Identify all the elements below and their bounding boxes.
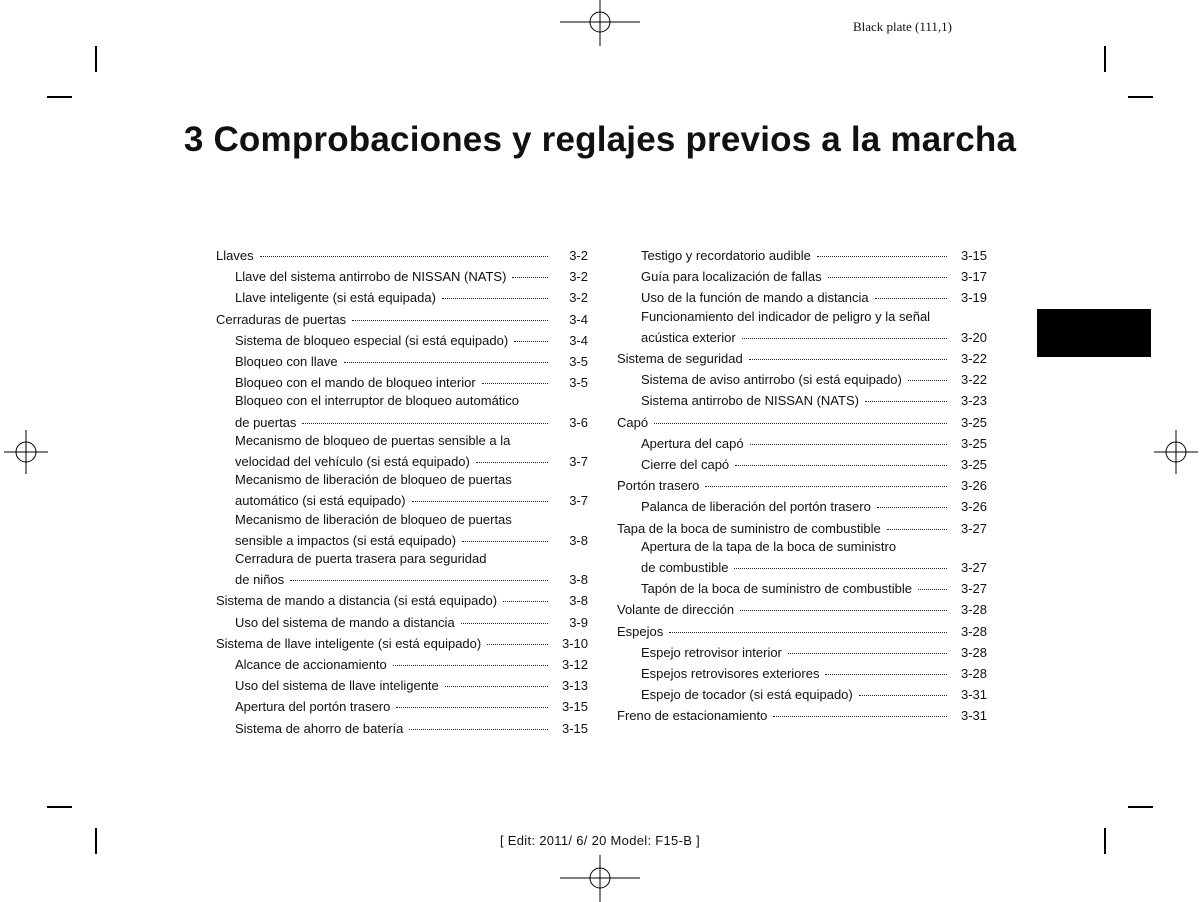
dot-leader xyxy=(482,368,548,384)
dot-leader xyxy=(817,241,947,257)
crop-mark-top-left-v xyxy=(95,46,97,72)
toc-entry-label: Tapón de la boca de suministro de combustible xyxy=(641,581,912,597)
dot-leader xyxy=(514,326,548,342)
toc-entry-label: Guía para localización de fallas xyxy=(641,269,822,285)
toc-right-column xyxy=(617,244,987,726)
crop-mark-top-right-v xyxy=(1104,46,1106,72)
registration-mark-top-icon xyxy=(560,0,640,48)
toc-page-number: 3-6 xyxy=(569,414,588,430)
toc-entry-label: Alcance de accionamiento xyxy=(235,657,387,673)
toc-page-number: 3-22 xyxy=(960,351,987,367)
toc-entry-label: Uso del sistema de mando a distancia xyxy=(235,614,455,630)
dot-leader xyxy=(918,574,947,590)
toc-page-number: 3-23 xyxy=(960,393,987,409)
toc-entry-label: sensible a impactos (si está equipado) xyxy=(235,532,457,548)
toc-entry[interactable] xyxy=(235,392,588,431)
dot-leader xyxy=(654,408,947,424)
registration-mark-right-icon xyxy=(1154,430,1198,474)
toc-entry[interactable] xyxy=(617,704,987,725)
toc-page-number: 3-25 xyxy=(960,435,987,451)
toc-page-number: 3-8 xyxy=(569,572,588,588)
toc-page-number: 3-17 xyxy=(960,269,987,285)
toc-entry-label: Freno de estacionamiento xyxy=(617,708,768,724)
toc-entry[interactable] xyxy=(641,538,987,577)
toc-page-number: 3-15 xyxy=(561,699,588,715)
toc-entry-label: Apertura de la tapa de la boca de suministro xyxy=(641,538,897,554)
dot-leader xyxy=(788,638,947,654)
toc-entry-label: Sistema de ahorro de batería xyxy=(235,720,404,736)
dot-leader xyxy=(734,553,947,569)
toc-entry-label: automático (si está equipado) xyxy=(235,493,406,509)
toc-entry-label: Volante de dirección xyxy=(617,602,735,618)
toc-entry-label: Llave del sistema antirrobo de NISSAN (NATS) xyxy=(235,269,507,285)
dot-leader xyxy=(476,447,548,463)
toc-page-number: 3-26 xyxy=(960,499,987,515)
toc-page-number: 3-25 xyxy=(960,457,987,473)
toc-entry-label: Apertura del portón trasero xyxy=(235,699,391,715)
toc-page-number: 3-10 xyxy=(561,635,588,651)
toc-entry-label: Sistema de seguridad xyxy=(617,351,743,367)
toc-entry-label: Uso del sistema de llave inteligente xyxy=(235,678,439,694)
toc-page-number: 3-7 xyxy=(569,454,588,470)
toc-entry-label: de combustible xyxy=(641,560,729,576)
toc-entry-label: velocidad del vehículo (si está equipado) xyxy=(235,454,470,470)
toc-entry-label: Apertura del capó xyxy=(641,435,744,451)
toc-entry[interactable] xyxy=(641,308,987,347)
toc-entry-label: Llaves xyxy=(216,248,254,263)
toc-entry[interactable] xyxy=(235,511,588,550)
registration-mark-left-icon xyxy=(4,430,48,474)
dot-leader xyxy=(412,486,548,502)
dot-leader xyxy=(705,471,947,487)
dot-leader xyxy=(352,305,548,321)
dot-leader xyxy=(445,671,548,687)
toc-entry[interactable] xyxy=(235,371,588,392)
toc-page-number: 3-8 xyxy=(569,532,588,548)
dot-leader xyxy=(503,586,548,602)
toc-entry[interactable] xyxy=(617,517,987,538)
toc-entry-label: Cierre del capó xyxy=(641,457,730,473)
toc-page-number: 3-15 xyxy=(960,248,987,263)
toc-page-number: 3-13 xyxy=(561,678,588,694)
chapter-tab xyxy=(1037,309,1151,357)
dot-leader xyxy=(344,347,548,363)
toc-entry-label: Bloqueo con el interruptor de bloqueo automático xyxy=(235,393,520,409)
toc-entry-label: Cerraduras de puertas xyxy=(216,311,347,327)
dot-leader xyxy=(828,262,947,278)
toc-page-number: 3-15 xyxy=(561,720,588,736)
dot-leader xyxy=(865,386,947,402)
toc-entry-label: Sistema de mando a distancia (si está equipado) xyxy=(216,593,498,609)
toc-entry[interactable] xyxy=(235,471,588,510)
registration-mark-bottom-icon xyxy=(560,855,640,902)
toc-entry-label: Palanca de liberación del portón trasero xyxy=(641,499,871,515)
crop-mark-bottom-left-v xyxy=(95,828,97,854)
toc-page-number: 3-9 xyxy=(569,614,588,630)
toc-page-number: 3-5 xyxy=(569,354,588,370)
toc-entry-label: Capó xyxy=(617,414,649,430)
dot-leader xyxy=(290,565,548,581)
toc-page-number: 3-25 xyxy=(960,414,987,430)
toc-entry-label: Espejo retrovisor interior xyxy=(641,644,782,660)
toc-page-number: 3-2 xyxy=(569,269,588,285)
crop-mark-bottom-right-v xyxy=(1104,828,1106,854)
dot-leader xyxy=(462,526,548,542)
toc-entry-label: Sistema antirrobo de NISSAN (NATS) xyxy=(641,393,859,409)
toc-page-number: 3-19 xyxy=(960,290,987,306)
page-title: 3 Comprobaciones y reglajes previos a la marcha xyxy=(183,120,1017,159)
dot-leader xyxy=(409,714,548,730)
dot-leader xyxy=(512,262,548,278)
toc-page-number: 3-4 xyxy=(569,332,588,348)
toc-entry[interactable] xyxy=(235,717,588,738)
toc-page-number: 3-2 xyxy=(569,290,588,306)
toc-entry-label: de niños xyxy=(235,572,285,588)
dot-leader xyxy=(908,365,947,381)
toc-page-number: 3-28 xyxy=(960,644,987,660)
toc-entry-label: Tapa de la boca de suministro de combustible xyxy=(617,520,881,536)
crop-mark-top-right-h xyxy=(1128,96,1153,98)
dot-leader xyxy=(740,595,947,611)
toc-page-number: 3-20 xyxy=(960,329,987,345)
toc-entry-label: Sistema de llave inteligente (si está equipado) xyxy=(216,635,482,651)
toc-page-number: 3-27 xyxy=(960,581,987,597)
dot-leader xyxy=(393,650,548,666)
dot-leader xyxy=(735,450,947,466)
toc-page-number: 3-22 xyxy=(960,372,987,388)
toc-entry-label: de puertas xyxy=(235,414,297,430)
toc-entry[interactable] xyxy=(641,286,987,307)
black-plate-label: Black plate (111,1) xyxy=(852,19,952,34)
toc-page-number: 3-4 xyxy=(569,311,588,327)
toc-page-number: 3-28 xyxy=(960,666,987,682)
toc-entry-label: Mecanismo de liberación de bloqueo de puertas xyxy=(235,511,512,527)
toc-entry-label: acústica exterior xyxy=(641,329,736,345)
dot-leader xyxy=(825,659,947,675)
toc-page-number: 3-27 xyxy=(960,520,987,536)
toc-entry-label: Bloqueo con llave xyxy=(235,354,338,370)
toc-page-number: 3-26 xyxy=(960,478,987,494)
toc-entry-label: Uso de la función de mando a distancia xyxy=(641,290,869,306)
dot-leader xyxy=(260,241,548,257)
dot-leader xyxy=(487,629,548,645)
crop-mark-bottom-right-h xyxy=(1128,806,1153,808)
dot-leader xyxy=(859,680,947,696)
crop-mark-top-left-h xyxy=(47,96,72,98)
toc-entry-label: Llave inteligente (si está equipada) xyxy=(235,290,436,306)
toc-left-column xyxy=(216,244,588,738)
toc-entry-label: Cerradura de puerta trasera para seguridad xyxy=(235,551,487,567)
dot-leader xyxy=(773,701,947,717)
dot-leader xyxy=(461,608,548,624)
dot-leader xyxy=(749,344,947,360)
toc-entry-label: Bloqueo con el mando de bloqueo interior xyxy=(235,375,476,391)
dot-leader xyxy=(742,323,947,339)
dot-leader xyxy=(442,283,548,299)
toc-page-number: 3-31 xyxy=(960,708,987,724)
toc-page-number: 3-5 xyxy=(569,375,588,391)
toc-entry[interactable] xyxy=(235,550,588,589)
toc-page-number: 3-8 xyxy=(569,593,588,609)
crop-mark-bottom-left-h xyxy=(47,806,72,808)
toc-entry-label: Espejo de tocador (si está equipado) xyxy=(641,687,853,703)
dot-leader xyxy=(302,408,548,424)
toc-page-number: 3-27 xyxy=(960,560,987,576)
toc-page-number: 3-7 xyxy=(569,493,588,509)
dot-leader xyxy=(887,514,947,530)
toc-page-number: 3-12 xyxy=(561,657,588,673)
dot-leader xyxy=(669,617,947,633)
toc-entry-label: Espejos retrovisores exteriores xyxy=(641,666,820,682)
dot-leader xyxy=(396,692,548,708)
toc-entry-label: Sistema de bloqueo especial (si está equipado) xyxy=(235,332,509,348)
toc-page-number: 3-28 xyxy=(960,602,987,618)
toc-page-number: 3-28 xyxy=(960,623,987,639)
toc-entry-label: Funcionamiento del indicador de peligro y la señal xyxy=(641,308,931,324)
toc-entry-label: Mecanismo de liberación de bloqueo de puertas xyxy=(235,472,512,488)
toc-entry-label: Portón trasero xyxy=(617,478,700,494)
toc-page-number: 3-2 xyxy=(569,248,588,263)
toc-entry-label: Espejos xyxy=(617,623,664,639)
dot-leader xyxy=(877,492,947,508)
toc-entry-label: Testigo y recordatorio audible xyxy=(641,248,811,263)
edit-footer: [ Edit: 2011/ 6/ 20 Model: F15-B ] xyxy=(499,833,700,848)
dot-leader xyxy=(750,429,947,445)
toc-entry-label: Sistema de aviso antirrobo (si está equipado) xyxy=(641,372,902,388)
toc-entry[interactable] xyxy=(235,432,588,471)
toc-page-number: 3-31 xyxy=(960,687,987,703)
dot-leader xyxy=(875,283,947,299)
toc-entry-label: Mecanismo de bloqueo de puertas sensible a la xyxy=(235,432,511,448)
